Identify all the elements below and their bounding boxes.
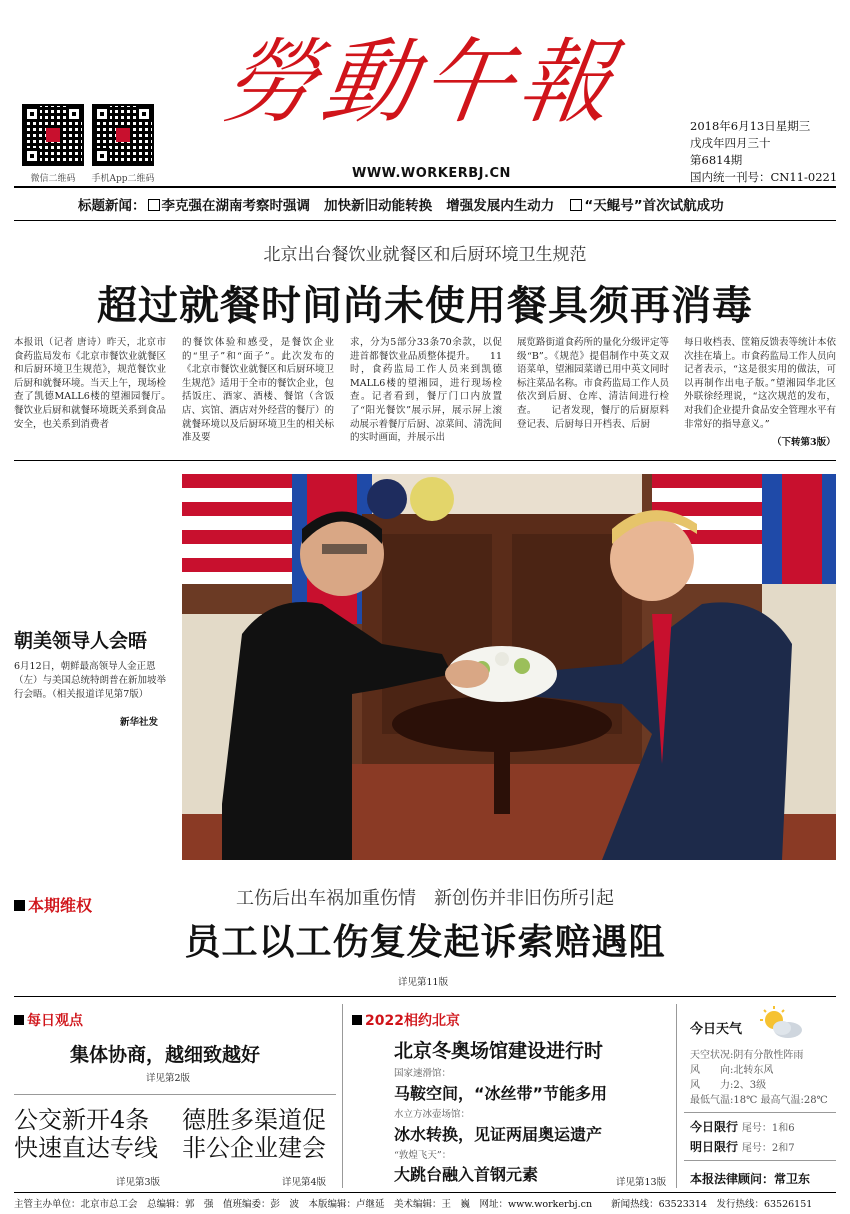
square-icon [14,1015,24,1025]
lead-continued[interactable]: （下转第3版） [772,437,836,448]
weather-rule [684,1160,836,1161]
opinion-rule [14,1094,336,1095]
headline-bar-rule [14,220,836,221]
headline-bar [78,194,724,214]
bus-teaser[interactable] [14,1106,158,1162]
beijing2022-section-tag[interactable] [352,1010,460,1030]
lead-column-1: 本报讯（记者 唐诗）昨天，北京市食药监局发布《北京市餐饮业就餐区和后厨环境卫生规范》，规范餐饮业后厨和就餐环境。当天上午，现场检查了凯德MALL6楼的望湘园餐厅。 餐饮业后厨和就餐环境既关系到食品安全，也关系到消费者 [14,337,186,430]
photo-caption: 6月12日，朝鲜最高领导人金正恩（左）与美国总统特朗普在新加坡举行会晤。（相关报道详见第7版） [14,661,167,700]
weather-details [690,1048,828,1108]
bus-teaser-line: 公交新开4条 [14,1106,150,1134]
summit-photo [182,474,836,860]
logo-calligraphy: 勞動午報 [217,29,625,136]
headline-item[interactable]: 加快新旧动能转换 [324,198,433,214]
weather-label: 风 向: [690,1065,734,1076]
section-rule [14,460,836,461]
headline-item[interactable]: 李克强在湖南考察时强调 [161,198,310,214]
union-teaser-line: 德胜多渠道促 [182,1106,326,1134]
limit-tomorrow-value: 尾号：2和7 [741,1143,795,1154]
legal-advisor: 本报法律顾问：常卫东 [690,1172,811,1186]
union-teaser[interactable] [182,1106,326,1162]
newspaper-logo [217,8,625,168]
opinion-section-tag[interactable] [14,1010,83,1030]
headline-item[interactable]: 增强发展内生动力 [446,198,555,214]
traffic-limit-today [690,1118,795,1135]
wechat-qr-code[interactable] [22,104,84,166]
weather-label: 天空状况: [690,1050,734,1061]
issue-cn-code: 国内统一刊号：CN11-0221 [690,170,838,184]
photo-story-title[interactable]: 朝美领导人会晤 [14,630,148,652]
headline-bar-label: 标题新闻： [78,198,146,214]
venue-label: 水立方冰壶场馆： [394,1109,471,1120]
limit-today-label: 今日限行 [690,1120,739,1134]
column-divider [342,1004,343,1188]
checkbox-icon [148,199,160,211]
weather-label: 最低气温: [690,1095,734,1106]
app-qr-caption: 手机App二维码 [91,174,155,184]
lead-kicker: 北京出台餐饮业就餐区和后厨环境卫生规范 [263,245,587,265]
rights-headline[interactable]: 员工以工伤复发起诉索赔遇阻 [184,922,666,963]
weather-value: 2、3级 [733,1080,767,1091]
lead-column-4: 展览路街道食药所的量化分级评定等级“B”。《规范》提倡制作中英文双语菜单，望湘园菜谱已用中英文同时标注菜品名称。市食药监局工作人员依次到后厨、仓库、清洁间进行检查。 记者发现，餐厅的后厨原料登记表、后厨每日开档表、后厨 [517,337,670,430]
headline-item[interactable]: “天鲲号”首次试航成功 [584,198,724,214]
limit-tomorrow-label: 明日限行 [690,1140,739,1154]
column-divider [676,1004,677,1188]
photo-credit: 新华社发 [120,717,159,728]
issue-number: 第6814期 [690,153,743,167]
weather-title: 今日天气 [690,1022,743,1037]
traffic-limit-tomorrow [690,1138,795,1155]
opinion-tag-label: 每日观点 [27,1013,83,1029]
app-qr-code[interactable] [92,104,154,166]
union-teaser-ref[interactable]: 详见第4版 [282,1177,327,1188]
weather-rule [684,1112,836,1113]
beijing2022-tag-label: 2022相约北京 [365,1013,460,1029]
lead-column-2: 的餐饮体验和感受，是餐饮企业的“里子”和“面子”。此次发布的《北京市餐饮业就餐区和后厨环境卫生规范》适用于全市的餐饮企业，包括饭庄、酒家、酒楼、餐馆（含饭店、宾馆、酒店对外经营的餐厅）的就餐环境以及后厨环境卫生的相关标准及要 [182,337,335,444]
square-icon [352,1015,362,1025]
wechat-qr-caption: 微信二维码 [30,174,76,184]
bus-teaser-ref[interactable]: 详见第3版 [116,1177,161,1188]
issue-lunar-date: 戊戌年四月三十 [690,136,771,150]
venue-headline[interactable]: 大跳台融入首钢元素 [394,1165,539,1184]
weather-value: 18℃ 最高气温:28℃ [733,1095,828,1106]
opinion-title[interactable]: 集体协商，越细致越好 [70,1044,261,1066]
issue-info [690,118,837,186]
lead-column-5: 每日收档表、筐箱反馈表等统计本依次挂在墙上。市食药监局工作人员向记者表示，“这是很实用的做法，可以再制作出电子版。”望湘园华北区外联徐经理说，“这次规范的发布，对我们企业提升食品安全管理水平有非常好的指导意义。” [684,337,837,430]
beijing2022-title[interactable]: 北京冬奥场馆建设进行时 [394,1040,604,1062]
union-teaser-line: 非公企业建会 [182,1134,326,1162]
masthead-rule [14,186,836,188]
rights-tag-label: 本期维权 [28,896,93,915]
section-rule [14,996,836,997]
venue-headline[interactable]: 马鞍空间，“冰丝带”节能多用 [394,1084,608,1103]
venue-label: “敦煌飞天”： [394,1150,452,1161]
venue-label: 国家速滑馆： [394,1068,452,1079]
lead-headline[interactable]: 超过就餐时间尚未使用餐具须再消毒 [97,283,753,329]
rights-kicker: 工伤后出车祸加重伤情 新创伤并非旧伤所引起 [236,888,614,909]
bus-teaser-line: 快速直达专线 [14,1134,158,1162]
weather-value: 北转东风 [733,1065,774,1076]
limit-today-value: 尾号：1和6 [741,1123,795,1134]
lead-column-3: 求，分为5部分33条70余款，以促进首都餐饮业品质整体提升。 11时，食药监局工作人员来到凯德MALL6楼的望湘园，进行现场检查。记者看到，餐厅门口内放置了“阳光餐饮”展示屏，展示屏上滚动展示着餐厅后厨、凉菜间、清洗间的实时画面，并展示出 [350,337,503,444]
opinion-ref[interactable]: 详见第2版 [146,1073,191,1084]
beijing2022-ref[interactable]: 详见第13版 [616,1177,667,1188]
checkbox-icon [570,199,582,211]
website-url[interactable]: WWW.WORKERBJ.CN [352,166,511,181]
footer-rule [14,1192,836,1193]
issue-date: 2018年6月13日星期三 [690,119,811,133]
summit-photo-illustration [182,474,836,860]
rights-ref[interactable]: 详见第11版 [398,977,449,988]
partly-cloudy-icon [758,1006,804,1044]
footer-credits: 主管主办单位：北京市总工会 总编辑：郭 强 值班编委：彭 波 本版编辑：卢继延 美术编辑：王 巍 网址：www.workerbj.cn 新闻热线：63523314 发行热线：63526151 [14,1199,813,1210]
venue-headline[interactable]: 冰水转换，见证两届奥运遗产 [394,1125,603,1144]
weather-label: 风 力: [690,1080,734,1091]
weather-value: 阴有分散性阵雨 [733,1050,804,1061]
